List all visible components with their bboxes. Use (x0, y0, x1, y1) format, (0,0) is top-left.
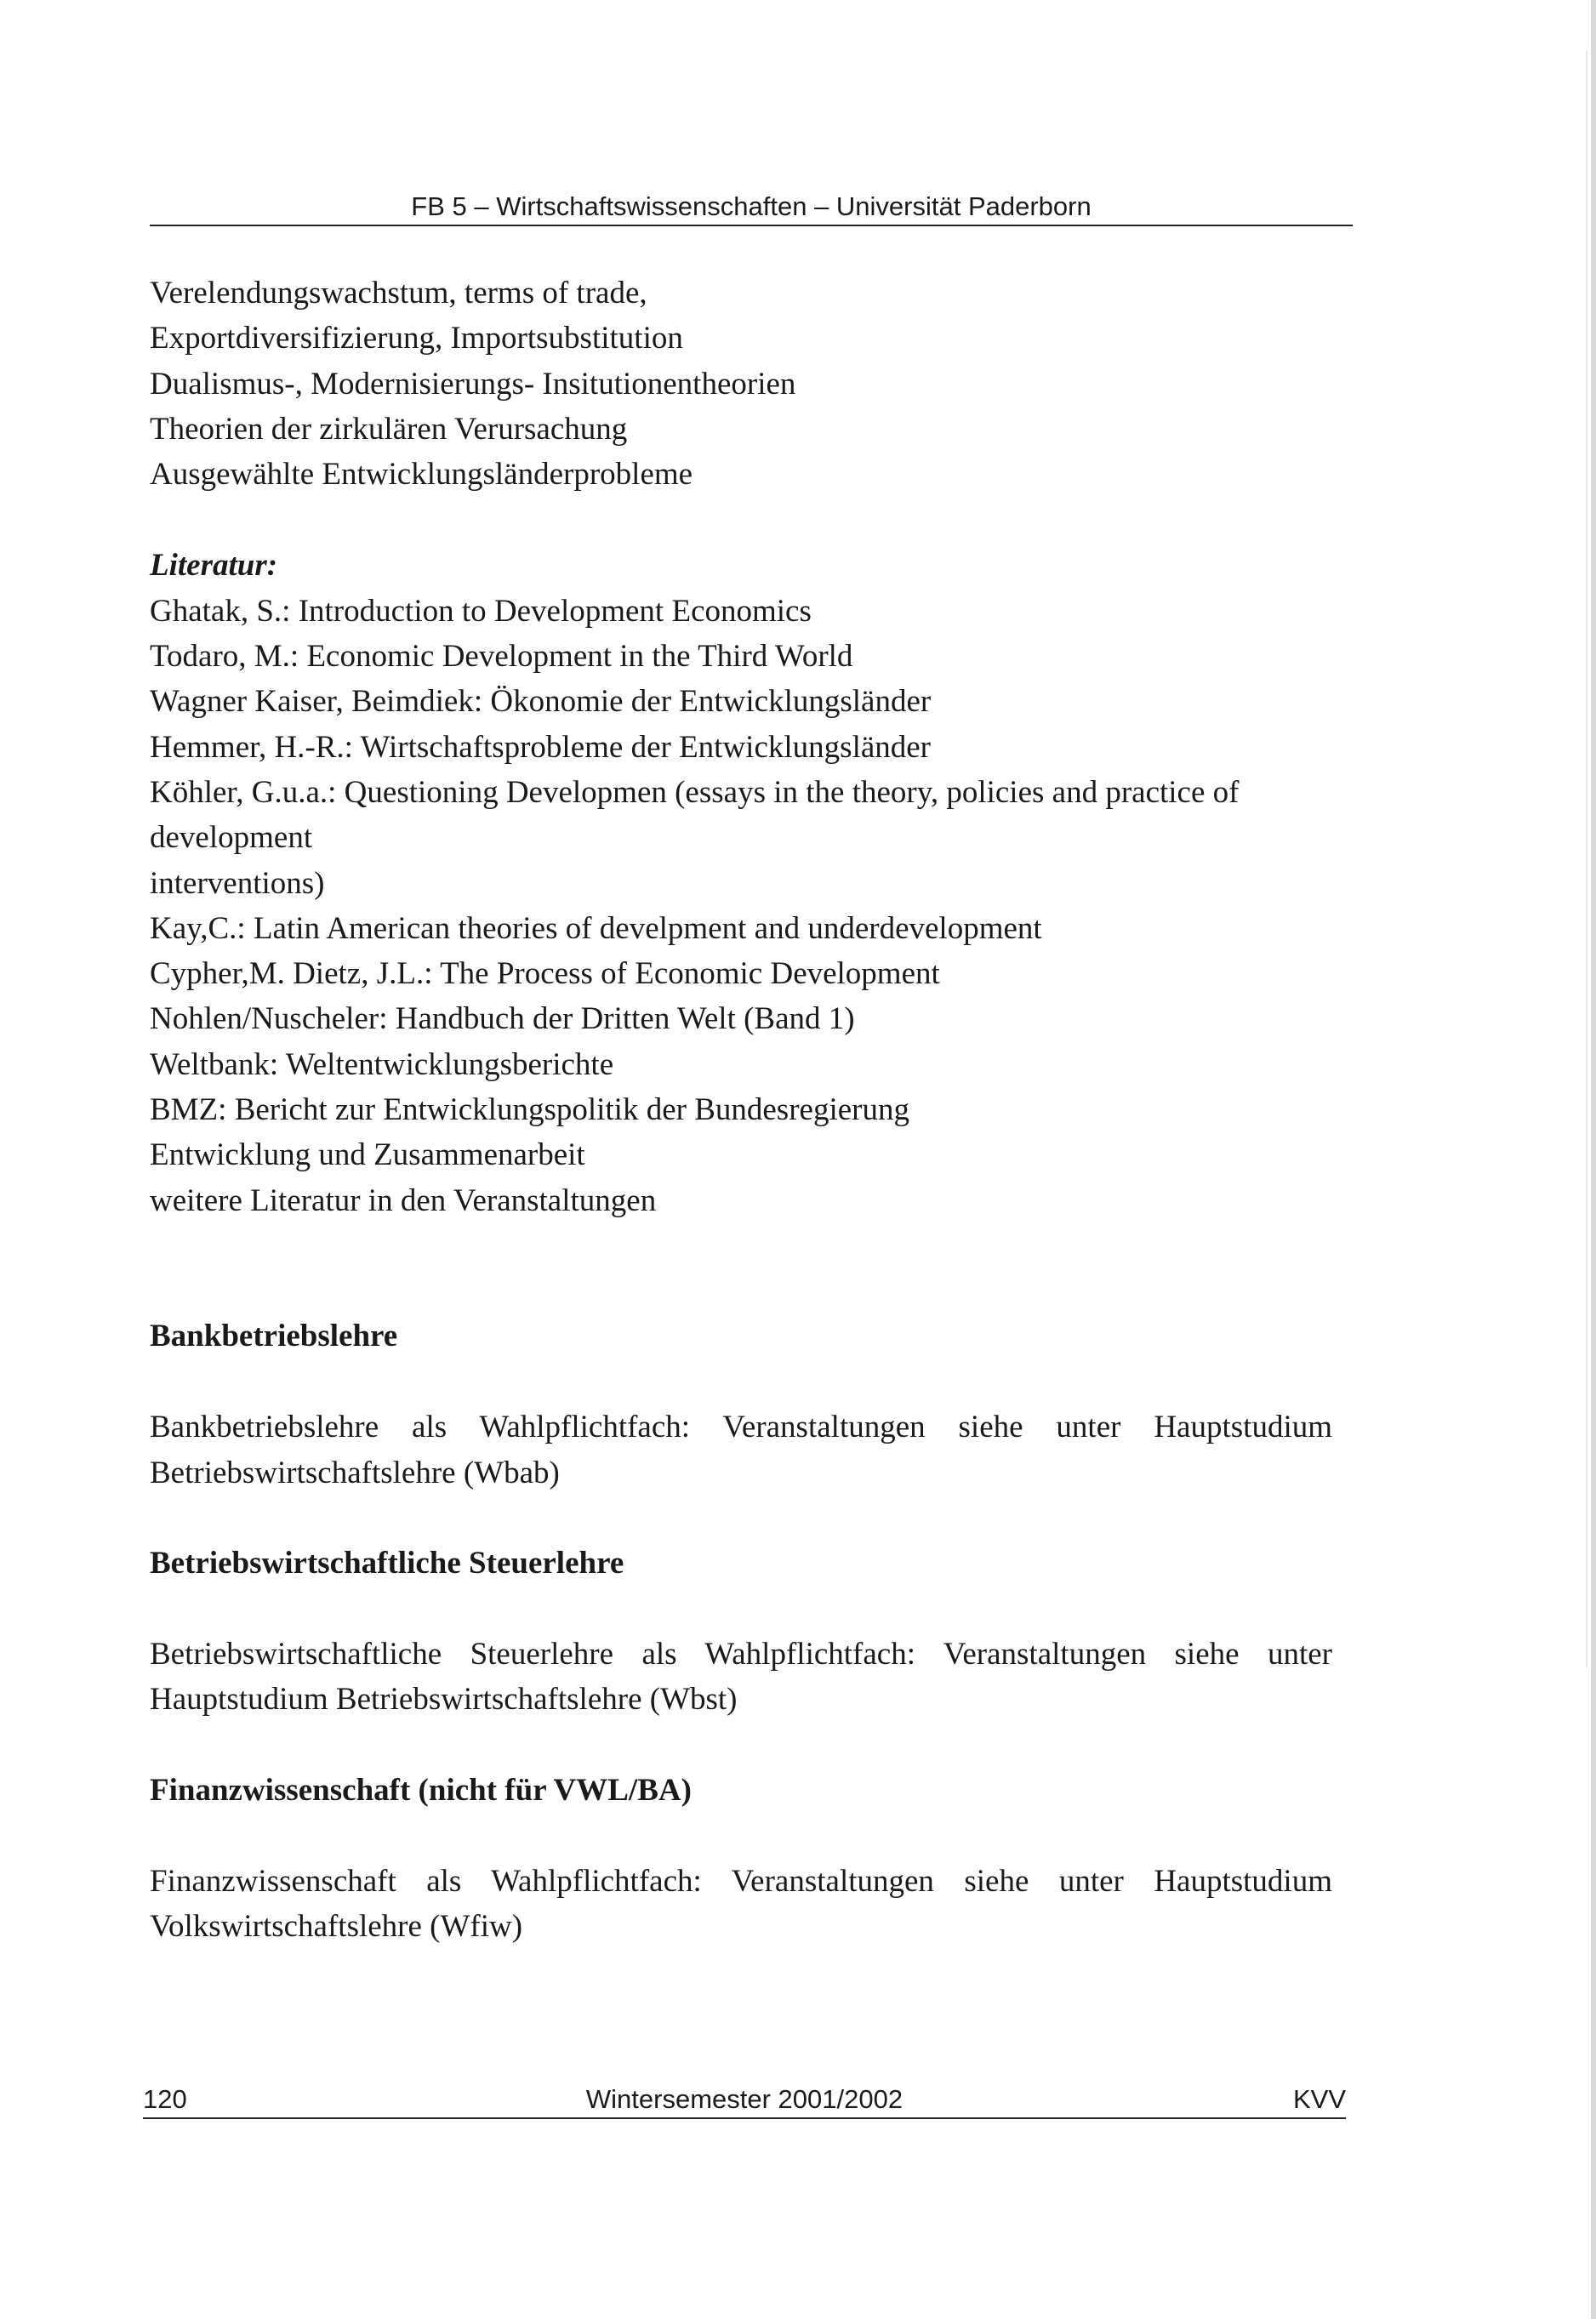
header-title: FB 5 – Wirtschaftswissenschaften – Universität Paderborn (411, 191, 1092, 221)
literature-entry: Todaro, M.: Economic Development in the Third World (150, 639, 853, 675)
literature-entry: Hemmer, H.-R.: Wirtschaftsprobleme der Entwicklungsländer (150, 729, 932, 765)
section-text-tax: Betriebswirtschaftliche Steuerlehre als Wahlpflichtfach: Veranstaltungen siehe unter Hauptstudium Betriebswirtschaftslehre (Wbst) (150, 1637, 1332, 1718)
footer-semester: Wintersemester 2001/2002 (585, 2084, 903, 2114)
literature-entry: Weltbank: Weltentwicklungsberichte (150, 1046, 614, 1082)
section-text-bank: Bankbetriebslehre als Wahlpflichtfach: Veranstaltungen siehe unter Hauptstudium Betriebswirtschaftslehre (Wbab) (150, 1410, 1332, 1490)
topic-line: Dualismus-, Modernisierungs- Insitutionentheorien (150, 366, 796, 402)
topic-line: Exportdiversifizierung, Importsubstitution (150, 321, 683, 356)
page-footer (143, 2083, 1346, 2119)
literature-entry: Nohlen/Nuscheler: Handbuch der Dritten Welt (Band 1) (150, 1001, 855, 1037)
section-heading-tax: Betriebswirtschaftliche Steuerlehre (150, 1545, 624, 1581)
page-edge-line (1586, 51, 1587, 1667)
literature-entry: BMZ: Bericht zur Entwicklungspolitik der Bundesregierung (150, 1092, 909, 1128)
literature-entry: Ghatak, S.: Introduction to Development Economics (150, 593, 812, 629)
page-header (150, 191, 1353, 226)
literature-entry: interventions) (150, 865, 325, 901)
page-edge-shadow (1591, 0, 1596, 2319)
footer-label: KVV (1292, 2084, 1346, 2114)
topic-line: Ausgewählte Entwicklungsländerprobleme (150, 457, 693, 493)
section-text-finance: Finanzwissenschaft als Wahlpflichtfach: Veranstaltungen siehe unter Hauptstudium Volkswirtschaftslehre (Wfiw) (150, 1864, 1332, 1945)
section-heading-bank: Bankbetriebslehre (150, 1318, 398, 1353)
literature-entry: Cypher,M. Dietz, J.L.: The Process of Economic Development (150, 956, 940, 992)
section-heading-finance: Finanzwissenschaft (nicht für VWL/BA) (150, 1772, 692, 1808)
literature-entry: weitere Literatur in den Veranstaltungen (150, 1182, 657, 1218)
literature-entry: Wagner Kaiser, Beimdiek: Ökonomie der Entwicklungsländer (150, 684, 932, 720)
topic-line: Verelendungswachstum, terms of trade, (150, 276, 647, 311)
footer-page-number: 120 (143, 2084, 187, 2114)
literature-heading: Literatur: (150, 548, 278, 584)
topic-line: Theorien der zirkulären Verursachung (150, 411, 628, 447)
literature-entry: Kay,C.: Latin American theories of develpment and underdevelopment (150, 910, 1042, 946)
literature-entry: Entwicklung und Zusammenarbeit (150, 1137, 585, 1173)
literature-entry: Köhler, G.u.a.: Questioning Developmen (essays in the theory, policies and practice of development (150, 774, 1240, 856)
page-content (150, 271, 1332, 1950)
